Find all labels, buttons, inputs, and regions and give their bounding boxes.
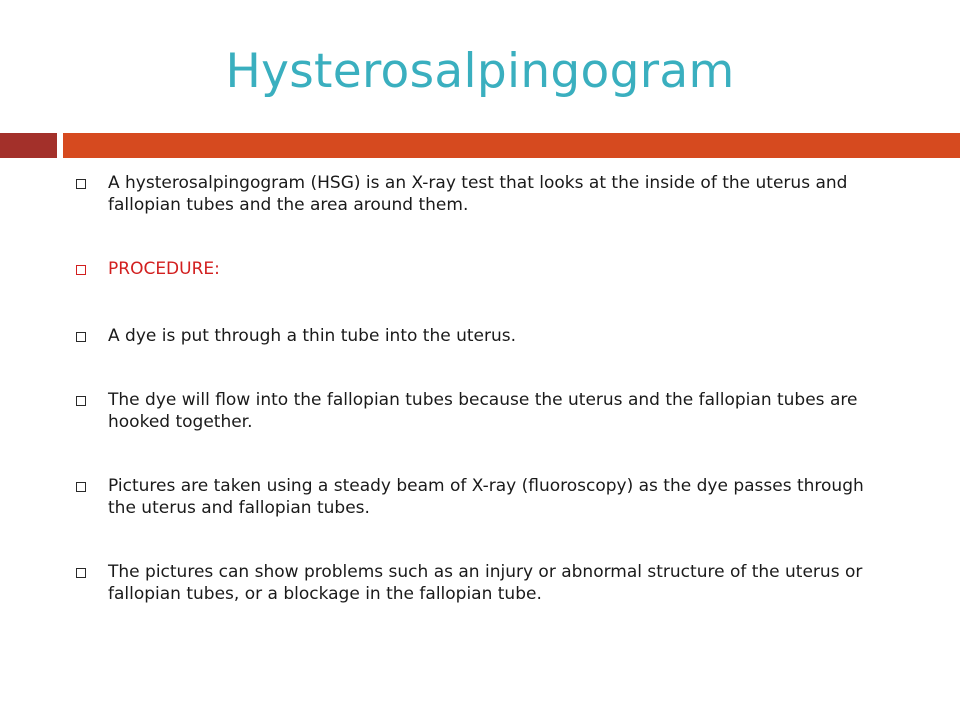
slide-title: Hysterosalpingogram bbox=[225, 44, 735, 99]
title-divider-accent bbox=[0, 133, 57, 158]
bullet-item bbox=[76, 475, 888, 519]
square-bullet-icon bbox=[76, 332, 86, 342]
bullet-text: The pictures can show problems such as an injury or abnormal structure of the uterus or fallopian tubes, or a blockage in the fallopian tube. bbox=[108, 562, 863, 604]
square-bullet-icon bbox=[76, 179, 86, 189]
bullet-item bbox=[76, 561, 888, 605]
bullet-text: The dye will flow into the fallopian tubes because the uterus and the fallopian tubes are hooked together. bbox=[108, 390, 858, 432]
bullet-item-procedure bbox=[76, 258, 888, 280]
bullet-item bbox=[76, 172, 888, 216]
bullet-text: A dye is put through a thin tube into the uterus. bbox=[108, 326, 517, 346]
bullet-item bbox=[76, 389, 888, 433]
square-bullet-icon bbox=[76, 568, 86, 578]
bullet-list bbox=[76, 172, 888, 647]
bullet-text: A hysterosalpingogram (HSG) is an X-ray test that looks at the inside of the uterus and fallopian tubes and the area around them. bbox=[108, 173, 848, 215]
square-bullet-icon bbox=[76, 482, 86, 492]
title-divider-bar bbox=[63, 133, 960, 158]
bullet-item bbox=[76, 325, 888, 347]
bullet-text: Pictures are taken using a steady beam of X-ray (fluoroscopy) as the dye passes through the uterus and fallopian tubes. bbox=[108, 476, 864, 518]
square-bullet-icon bbox=[76, 265, 86, 275]
square-bullet-icon bbox=[76, 396, 86, 406]
bullet-text: PROCEDURE: bbox=[108, 259, 220, 279]
